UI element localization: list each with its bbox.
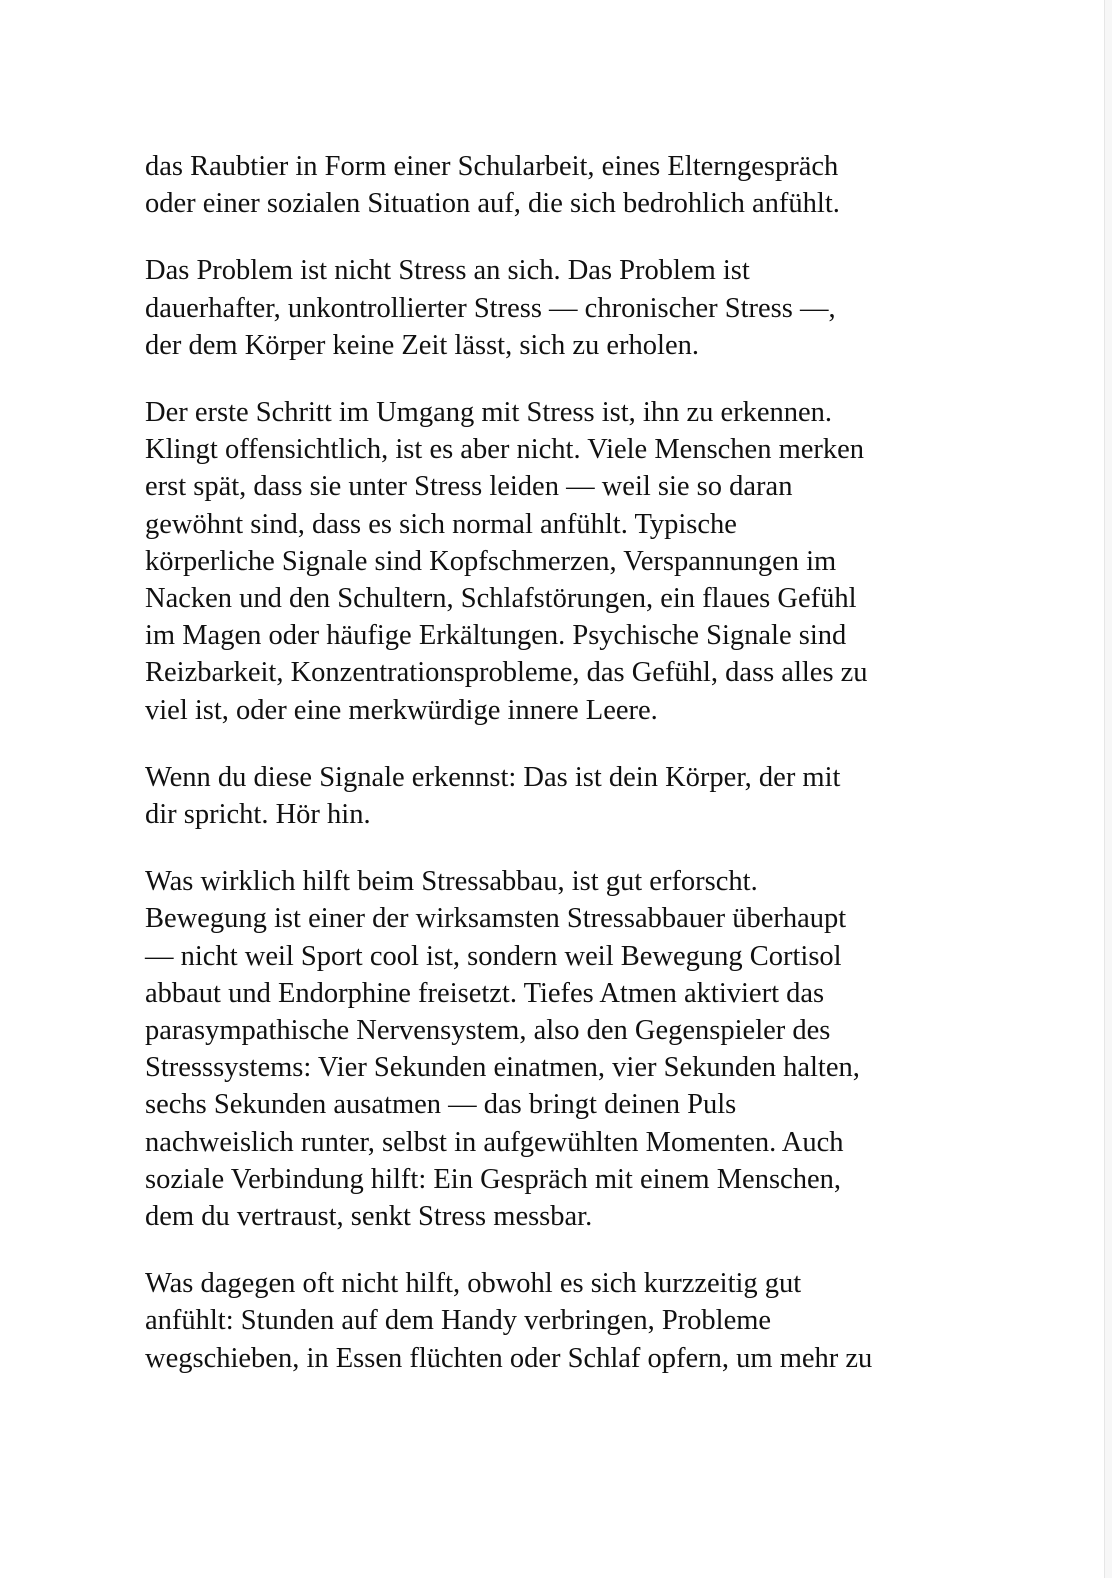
text-line: erst spät, dass sie unter Stress leiden — weil sie so daran (145, 471, 793, 503)
paragraph-6 (145, 1265, 975, 1377)
text-line: körperliche Signale sind Kopfschmerzen, Verspannungen im (145, 545, 837, 577)
text-line: abbaut und Endorphine freisetzt. Tiefes Atmen aktiviert das (145, 977, 825, 1009)
text-line: Das Problem ist nicht Stress an sich. Das Problem ist (145, 255, 750, 287)
text-line: parasympathische Nervensystem, also den Gegenspieler des (145, 1015, 831, 1047)
text-line: dauerhafter, unkontrollierter Stress — chronischer Stress —, (145, 292, 836, 324)
text-line: dem du vertraust, senkt Stress messbar. (145, 1201, 593, 1233)
paragraph-1 (145, 148, 975, 222)
text-line: Was wirklich hilft beim Stressabbau, ist gut erforscht. (145, 866, 758, 898)
text-line: Stresssystems: Vier Sekunden einatmen, vier Sekunden halten, (145, 1052, 860, 1084)
text-line: Wenn du diese Signale erkennst: Das ist dein Körper, der mit (145, 761, 841, 793)
text-line: oder einer sozialen Situation auf, die sich bedrohlich anfühlt. (145, 188, 840, 220)
text-line: Bewegung ist einer der wirksamsten Stressabbauer überhaupt (145, 903, 847, 935)
document-body (145, 148, 975, 1407)
text-line: anfühlt: Stunden auf dem Handy verbringen, Probleme (145, 1305, 772, 1337)
paragraph-5 (145, 863, 975, 1235)
text-line: dir spricht. Hör hin. (145, 799, 371, 831)
text-line: der dem Körper keine Zeit lässt, sich zu erholen. (145, 329, 699, 361)
text-line: das Raubtier in Form einer Schularbeit, eines Elterngespräch (145, 151, 839, 182)
text-line: Reizbarkeit, Konzentrationsprobleme, das Gefühl, dass alles zu (145, 657, 868, 689)
text-line: Nacken und den Schultern, Schlafstörungen, ein flaues Gefühl (145, 583, 857, 615)
text-line: viel ist, oder eine merkwürdige innere Leere. (145, 694, 658, 726)
page-edge (1105, 0, 1112, 1578)
text-line: Der erste Schritt im Umgang mit Stress ist, ihn zu erkennen. (145, 397, 833, 429)
text-line: Klingt offensichtlich, ist es aber nicht. Viele Menschen merken (145, 434, 865, 466)
text-line: — nicht weil Sport cool ist, sondern weil Bewegung Cortisol (145, 940, 842, 972)
text-line: Was dagegen oft nicht hilft, obwohl es sich kurzzeitig gut (145, 1268, 802, 1300)
text-line: im Magen oder häufige Erkältungen. Psychische Signale sind (145, 620, 847, 652)
paragraph-4 (145, 759, 975, 833)
paragraph-2 (145, 252, 975, 364)
text-line: soziale Verbindung hilft: Ein Gespräch mit einem Menschen, (145, 1163, 841, 1195)
paragraph-3 (145, 394, 975, 729)
text-line: nachweislich runter, selbst in aufgewühlten Momenten. Auch (145, 1126, 844, 1158)
text-line: wegschieben, in Essen flüchten oder Schlaf opfern, um mehr zu (145, 1342, 873, 1374)
text-line: gewöhnt sind, dass es sich normal anfühlt. Typische (145, 508, 737, 540)
text-line: sechs Sekunden ausatmen — das bringt deinen Puls (145, 1089, 737, 1121)
